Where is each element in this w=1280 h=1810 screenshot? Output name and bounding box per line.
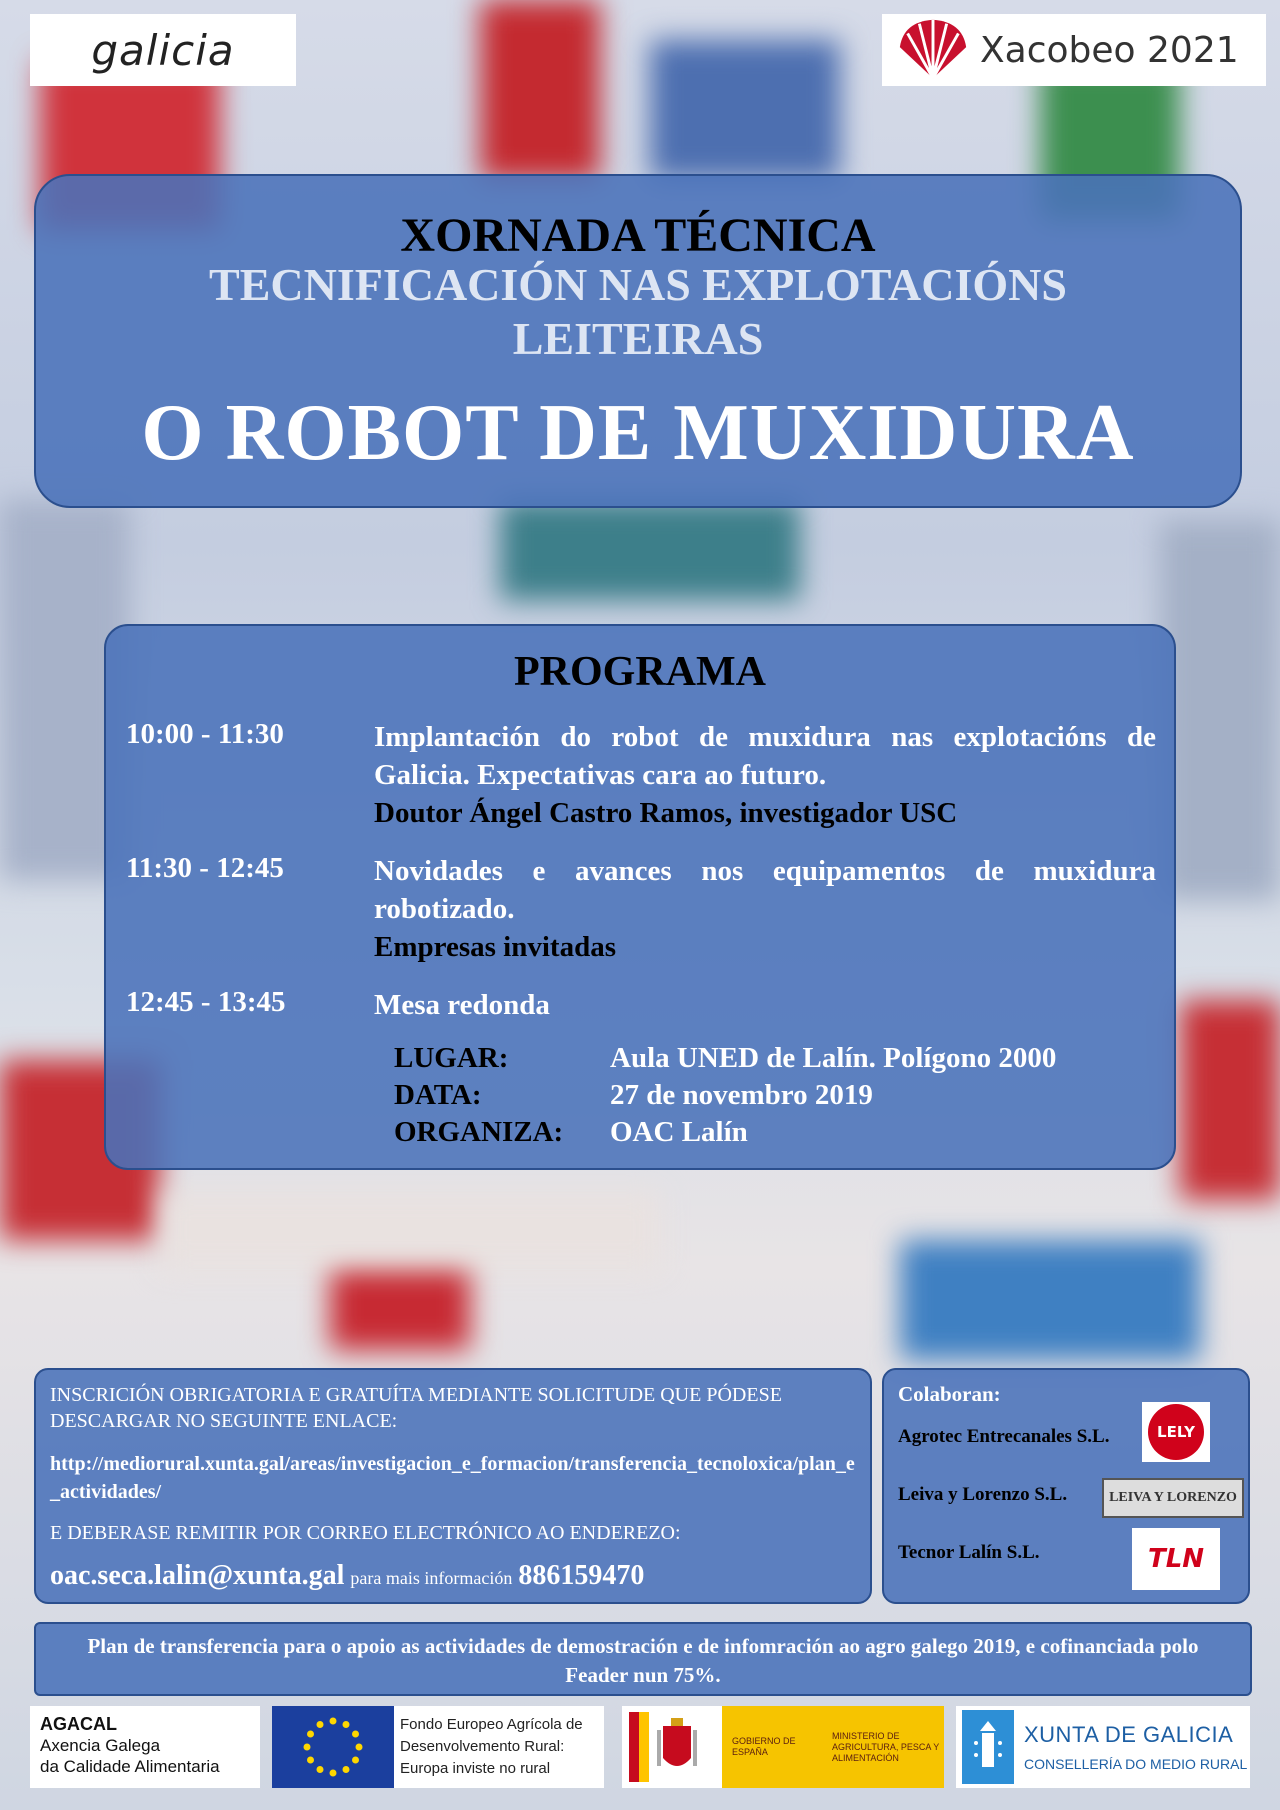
xunta-title: XUNTA DE GALICIA xyxy=(1024,1722,1234,1747)
lugar-value: Aula UNED de Lalín. Polígono 2000 xyxy=(610,1042,1057,1074)
plan-panel xyxy=(34,1622,1252,1696)
xacobeo-logo-text: Xacobeo 2021 xyxy=(980,29,1239,71)
leiva-lorenzo-logo-text: LEIVA Y LORENZO xyxy=(1109,1490,1237,1505)
contact-email[interactable]: oac.seca.lalin@xunta.gal xyxy=(50,1560,345,1591)
agacal-line1: Axencia Galega xyxy=(40,1736,161,1755)
programa-heading: PROGRAMA xyxy=(514,649,766,695)
plan-text: Plan de transferencia para o apoio as actividades de demostración e de infomración ao agro galego 2019, e cofinanciada polo Feader nun 75%. xyxy=(87,1634,1199,1687)
event-subtitle-line2: LEITEIRAS xyxy=(512,313,764,364)
tecnor-logo-text: TLN xyxy=(1147,1544,1205,1574)
leiva-lorenzo-logo xyxy=(1102,1478,1244,1518)
gobierno-logo xyxy=(622,1706,944,1788)
collaborator-name: Tecnor Lalín S.L. xyxy=(898,1542,1040,1563)
feader-logo xyxy=(272,1706,604,1788)
data-value: 27 de novembro 2019 xyxy=(610,1079,873,1111)
agacal-logo xyxy=(30,1706,260,1788)
organiza-label: ORGANIZA: xyxy=(394,1116,564,1148)
session-time: 11:30 - 12:45 xyxy=(126,852,284,884)
session-topic: Novidades e avances nos equipamentos de muxidura robotizado. xyxy=(374,855,1156,925)
eu-line3: Europa inviste no rural xyxy=(400,1760,551,1777)
xunta-subtitle: CONSELLERÍA DO MEDIO RURAL xyxy=(1024,1756,1248,1772)
session-description xyxy=(374,986,1156,1024)
colaboran-panel xyxy=(882,1368,1250,1604)
xunta-emblem-icon xyxy=(962,1710,1014,1784)
spain-coat-of-arms-icon xyxy=(622,1706,722,1788)
contact-line xyxy=(50,1560,860,1592)
xunta-logo xyxy=(956,1706,1250,1788)
collaborator-name: Leiva y Lorenzo S.L. xyxy=(898,1484,1068,1505)
gobierno-text: GOBIERNO DE ESPAÑA xyxy=(732,1736,796,1757)
agacal-title: AGACAL xyxy=(40,1714,117,1734)
eu-flag-icon xyxy=(272,1706,394,1788)
scallop-shell-icon xyxy=(894,17,972,83)
organiza-value: OAC Lalín xyxy=(610,1116,748,1148)
collaborator-name: Agrotec Entrecanales S.L. xyxy=(898,1426,1110,1447)
lely-logo xyxy=(1142,1402,1210,1462)
lely-logo-text: LELY xyxy=(1148,1404,1204,1460)
data-label: DATA: xyxy=(394,1079,482,1111)
eu-line2: Desenvolvemento Rural: xyxy=(400,1738,565,1755)
session-description xyxy=(374,718,1156,832)
session-time: 12:45 - 13:45 xyxy=(126,986,286,1018)
more-info-label: para mais información xyxy=(350,1568,513,1588)
contact-phone[interactable]: 886159470 xyxy=(518,1560,645,1591)
lugar-label: LUGAR: xyxy=(394,1042,509,1074)
galicia-logo-text: galicia xyxy=(91,25,235,75)
session-speaker: Doutor Ángel Castro Ramos, investigador USC xyxy=(374,797,958,829)
email-instructions: E DEBERASE REMITIR POR CORREO ELECTRÓNICO AO ENDEREZO: xyxy=(50,1522,681,1544)
eu-line1: Fondo Europeo Agrícola de xyxy=(400,1716,583,1733)
colaboran-heading: Colaboran: xyxy=(898,1382,1001,1406)
event-title: O ROBOT DE MUXIDURA xyxy=(141,389,1135,477)
inscricion-instructions: INSCRICIÓN OBRIGATORIA E GRATUÍTA MEDIANTE SOLICITUDE QUE PÓDESE DESCARGAR NO SEGUINTE ENLACE: xyxy=(50,1384,782,1432)
session-speaker: Empresas invitadas xyxy=(374,931,616,963)
inscricion-link[interactable]: http://mediorural.xunta.gal/areas/investigacion_e_formacion/transferencia_tecnoloxica/plan_e_actividades/ xyxy=(50,1453,855,1503)
session-topic: Mesa redonda xyxy=(374,989,550,1021)
xacobeo-logo xyxy=(882,14,1266,86)
event-type: XORNADA TÉCNICA xyxy=(400,209,876,262)
galicia-logo xyxy=(30,14,296,86)
session-description xyxy=(374,852,1156,966)
programa-panel xyxy=(104,624,1176,1170)
agacal-line2: da Calidade Alimentaria xyxy=(40,1757,220,1776)
ministerio-text: MINISTERIO DE AGRICULTURA, PESCA Y ALIMENTACIÓN xyxy=(832,1730,940,1763)
inscricion-panel xyxy=(34,1368,872,1604)
title-panel xyxy=(34,174,1242,508)
event-subtitle xyxy=(36,258,1240,366)
tecnor-logo xyxy=(1132,1528,1220,1590)
event-subtitle-line1: TECNIFICACIÓN NAS EXPLOTACIÓNS xyxy=(209,259,1067,310)
session-topic: Implantación do robot de muxidura nas explotacións de Galicia. Expectativas cara ao futuro. xyxy=(374,721,1156,791)
session-time: 10:00 - 11:30 xyxy=(126,718,284,750)
